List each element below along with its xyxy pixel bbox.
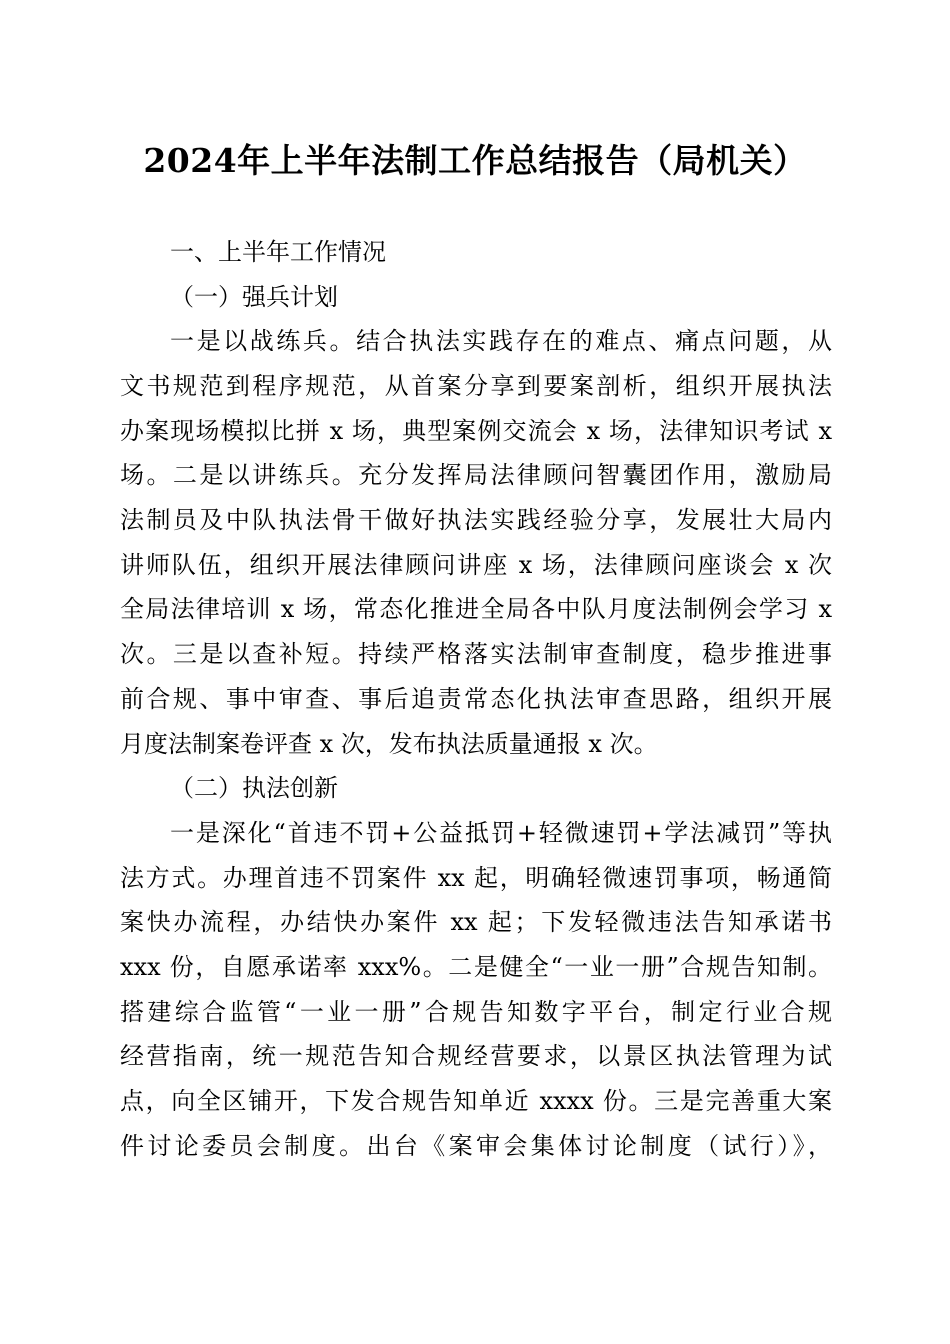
paragraph-line: 一是以战练兵。结合执法实践存在的难点、痛点问题，从 xyxy=(170,327,832,355)
paragraph-line: 场。二是以讲练兵。充分发挥局法律顾问智囊团作用，激励局 xyxy=(120,461,832,489)
document-title: 2024年上半年法制工作总结报告（局机关） xyxy=(143,141,807,180)
paragraph-line: 一是深化“首违不罚+公益抵罚+轻微速罚+学法减罚”等执 xyxy=(170,819,832,847)
subsection-heading: （二）执法创新 xyxy=(170,774,338,802)
paragraph-line: 件讨论委员会制度。出台《案审会集体讨论制度（试行）》， xyxy=(120,1132,832,1160)
paragraph-line: 讲师队伍，组织开展法律顾问讲座 x 场，法律顾问座谈会 x 次 xyxy=(120,551,832,579)
paragraph-line: 法制员及中队执法骨干做好执法实践经验分享，发展壮大局内 xyxy=(120,506,832,534)
section-heading: 一、上半年工作情况 xyxy=(170,238,386,266)
paragraph-line: 月度法制案卷评查 x 次，发布执法质量通报 x 次。 xyxy=(120,730,658,758)
subsection-heading: （一）强兵计划 xyxy=(170,283,338,311)
paragraph-line: 办案现场模拟比拼 x 场，典型案例交流会 x 场，法律知识考试 x xyxy=(120,417,832,445)
paragraph-line: 点，向全区铺开，下发合规告知单近 xxxx 份。三是完善重大案 xyxy=(120,1087,832,1115)
paragraph-line: 搭建综合监管“一业一册”合规告知数字平台，制定行业合规 xyxy=(120,998,832,1026)
paragraph-line: 法方式。办理首违不罚案件 xx 起，明确轻微速罚事项，畅通简 xyxy=(120,864,832,892)
paragraph-line: 案快办流程，办结快办案件 xx 起；下发轻微违法告知承诺书 xyxy=(120,908,832,936)
paragraph-line: xxx 份，自愿承诺率 xxx%。二是健全“一业一册”合规告知制。 xyxy=(120,953,832,981)
paragraph-line: 文书规范到程序规范，从首案分享到要案剖析，组织开展执法 xyxy=(120,372,832,400)
paragraph-line: 经营指南，统一规范告知合规经营要求，以景区执法管理为试 xyxy=(120,1042,832,1070)
paragraph-line: 全局法律培训 x 场，常态化推进全局各中队月度法制例会学习 x xyxy=(120,595,832,623)
paragraph-line: 次。三是以查补短。持续严格落实法制审查制度，稳步推进事 xyxy=(120,640,832,668)
paragraph-line: 前合规、事中审查、事后追责常态化执法审查思路，组织开展 xyxy=(120,685,832,713)
